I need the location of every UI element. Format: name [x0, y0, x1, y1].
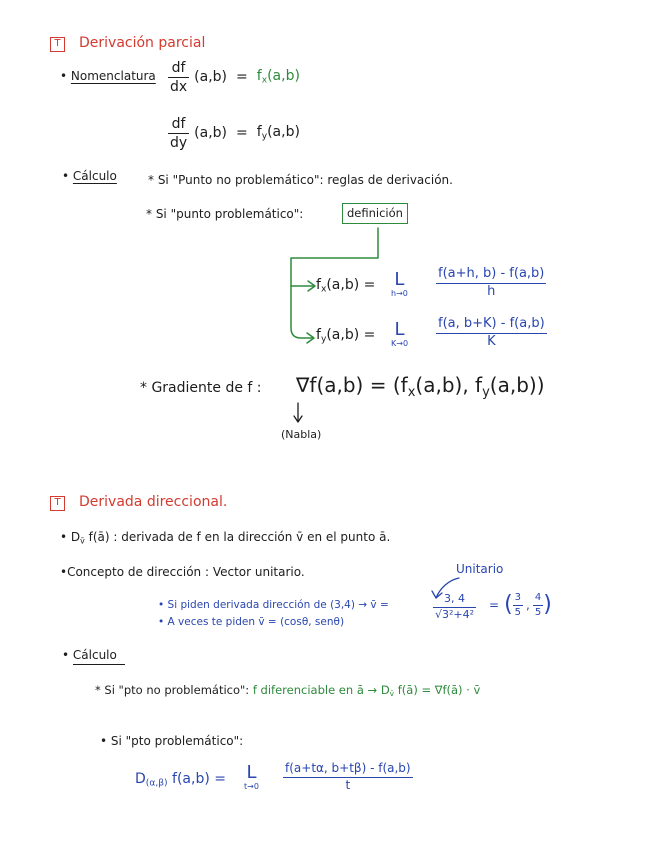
- partial-x-definition-lhs: [316, 277, 375, 296]
- args: (a,b): [316, 373, 364, 397]
- limit-symbol: L: [394, 319, 405, 340]
- paren-close: ): [536, 373, 545, 397]
- denominator: dy: [170, 135, 188, 152]
- bullet: •: [62, 169, 70, 183]
- partial-x-notation: [168, 60, 300, 95]
- nabla-note: (Nabla): [281, 428, 322, 441]
- limit-subscript: t→0: [244, 782, 259, 791]
- bullet: •: [62, 648, 70, 662]
- subscript: x: [261, 76, 268, 86]
- denominator: 5: [534, 606, 542, 618]
- denominator: dx: [170, 79, 188, 96]
- limit-symbol: L: [246, 762, 257, 783]
- difference-quotient-directional: [283, 762, 413, 793]
- partial-y-symbol: [257, 124, 300, 143]
- arrow-to-fy-icon: [307, 333, 314, 343]
- result-text: f diferenciable en ā →: [252, 683, 378, 697]
- numerator: 3: [514, 592, 522, 603]
- fraction-4-5: [533, 592, 543, 618]
- case-pto-problematic: • Si "pto problemático":: [100, 734, 244, 748]
- difference-quotient-y: [436, 317, 547, 350]
- d-symbol: D: [380, 683, 390, 697]
- section-1-title: Derivación parcial: [79, 35, 206, 51]
- bullet: •: [60, 69, 68, 83]
- example-direction-3-4: • Si piden derivada dirección de (3,4) → v̄ =: [158, 599, 389, 611]
- limit-subscript: K→0: [391, 339, 409, 348]
- separator: ,: [462, 373, 469, 397]
- args: (a,b): [489, 373, 537, 397]
- numerator: 4: [534, 592, 542, 603]
- case-problematic: * Si "punto problemático":: [146, 207, 304, 221]
- calculo-item-2: [62, 648, 125, 662]
- numerator: df: [171, 60, 186, 76]
- args: (a,b): [326, 277, 360, 293]
- subscript: y: [320, 334, 327, 345]
- f: f: [309, 373, 317, 397]
- separator: ,: [526, 597, 530, 612]
- partial-y-notation: [168, 116, 300, 151]
- args: (a,b): [415, 373, 463, 397]
- radicand: 3²+4²: [442, 607, 475, 621]
- section-2-marker: T: [50, 496, 65, 511]
- fraction-3-5: [513, 592, 523, 618]
- f: f: [475, 373, 483, 397]
- args: (a,b): [267, 68, 300, 85]
- definition-text: f(ā) : derivada de f en la dirección v̄ en el punto ā.: [84, 530, 391, 544]
- case-pto-no-problematic: [95, 684, 480, 699]
- direction-concept: [60, 565, 305, 579]
- denominator: K: [436, 333, 547, 350]
- f: f: [316, 327, 321, 343]
- args: (a,b): [194, 125, 228, 142]
- args: f(a,b): [172, 771, 210, 787]
- paren-open: (: [504, 592, 513, 617]
- case-text: * Si "pto no problemático":: [95, 683, 250, 697]
- args: (a,b): [267, 124, 300, 141]
- subscript: y: [482, 384, 490, 400]
- calculo-label: Cálculo: [72, 169, 117, 183]
- nomenclatura-label: Nomenclatura: [70, 69, 156, 83]
- partial-y-definition-lhs: [316, 327, 375, 346]
- f: f: [400, 373, 408, 397]
- bullet: •: [60, 565, 68, 579]
- nabla-symbol: ∇: [296, 373, 310, 397]
- case-no-problematic: * Si "Punto no problemático": reglas de derivación.: [148, 173, 453, 187]
- result-formula: f(ā) = ∇f(ā) · v̄: [397, 683, 481, 697]
- equals: =: [363, 277, 376, 293]
- subscript: y: [261, 132, 268, 142]
- limit-h: [391, 271, 408, 298]
- calculo-label: Cálculo: [73, 648, 125, 665]
- args: (a,b): [194, 69, 228, 86]
- numerator: 3, 4: [444, 592, 466, 605]
- f: f: [256, 68, 262, 85]
- nabla-arrow-icon: [294, 416, 302, 422]
- definition-box: definición: [342, 203, 408, 224]
- subscript: x: [320, 284, 327, 295]
- equals: =: [363, 327, 376, 343]
- numerator: f(a+h, b) - f(a,b): [438, 266, 545, 281]
- section-2-title: Derivada direccional.: [79, 494, 228, 510]
- limit-k: [391, 321, 408, 348]
- numerator: f(a, b+K) - f(a,b): [438, 316, 545, 331]
- paren-close: ): [543, 592, 552, 617]
- partial-x-symbol: [257, 68, 300, 87]
- arrow-to-fx-icon: [308, 281, 315, 291]
- limit-t: [244, 764, 259, 791]
- fraction-df-dy: [168, 116, 189, 151]
- equals: =: [489, 597, 500, 612]
- normalization-fraction: [433, 593, 476, 621]
- subscript: v̄: [389, 689, 395, 699]
- directional-definition-lhs: [135, 771, 226, 790]
- case-result: [253, 683, 480, 697]
- difference-quotient-x: [436, 267, 546, 300]
- args: (a,b): [326, 327, 360, 343]
- bullet: •: [60, 530, 68, 544]
- numerator: f(a+tα, b+tβ) - f(a,b): [285, 761, 411, 775]
- gradient-formula: [296, 373, 545, 400]
- numerator: df: [171, 116, 186, 132]
- calculo-item: [62, 169, 117, 183]
- d-symbol: D: [70, 530, 81, 544]
- d-symbol: D: [135, 771, 146, 787]
- denominator: t: [283, 777, 413, 793]
- equals: =: [369, 373, 387, 397]
- denominator: 5: [514, 606, 522, 618]
- f: f: [256, 124, 262, 141]
- unitario-note: Unitario: [456, 562, 504, 576]
- limit-subscript: h→0: [391, 289, 408, 298]
- f: f: [316, 277, 321, 293]
- paren-open: (: [392, 373, 401, 397]
- gradient-label: * Gradiente de f :: [140, 380, 262, 396]
- subscript: v̄: [80, 536, 85, 546]
- equals: =: [236, 69, 248, 86]
- unit-vector-result: [489, 592, 552, 618]
- root-symbol: √: [435, 607, 443, 621]
- subscript: x: [407, 384, 416, 400]
- section-1-marker: T: [50, 37, 65, 52]
- limit-symbol: L: [394, 269, 405, 290]
- example-cos-sen: • A veces te piden v̄ = (cosθ, senθ): [158, 616, 345, 628]
- subscript: (α,β): [145, 778, 168, 789]
- denominator: h: [436, 283, 546, 300]
- equals: =: [214, 771, 226, 787]
- nomenclatura-item: [60, 69, 156, 83]
- equals: =: [236, 125, 248, 142]
- denominator: [433, 607, 476, 622]
- directional-derivative-definition: [60, 530, 390, 546]
- fraction-df-dx: [168, 60, 189, 95]
- concept-text: Concepto de dirección : Vector unitario.: [67, 565, 305, 579]
